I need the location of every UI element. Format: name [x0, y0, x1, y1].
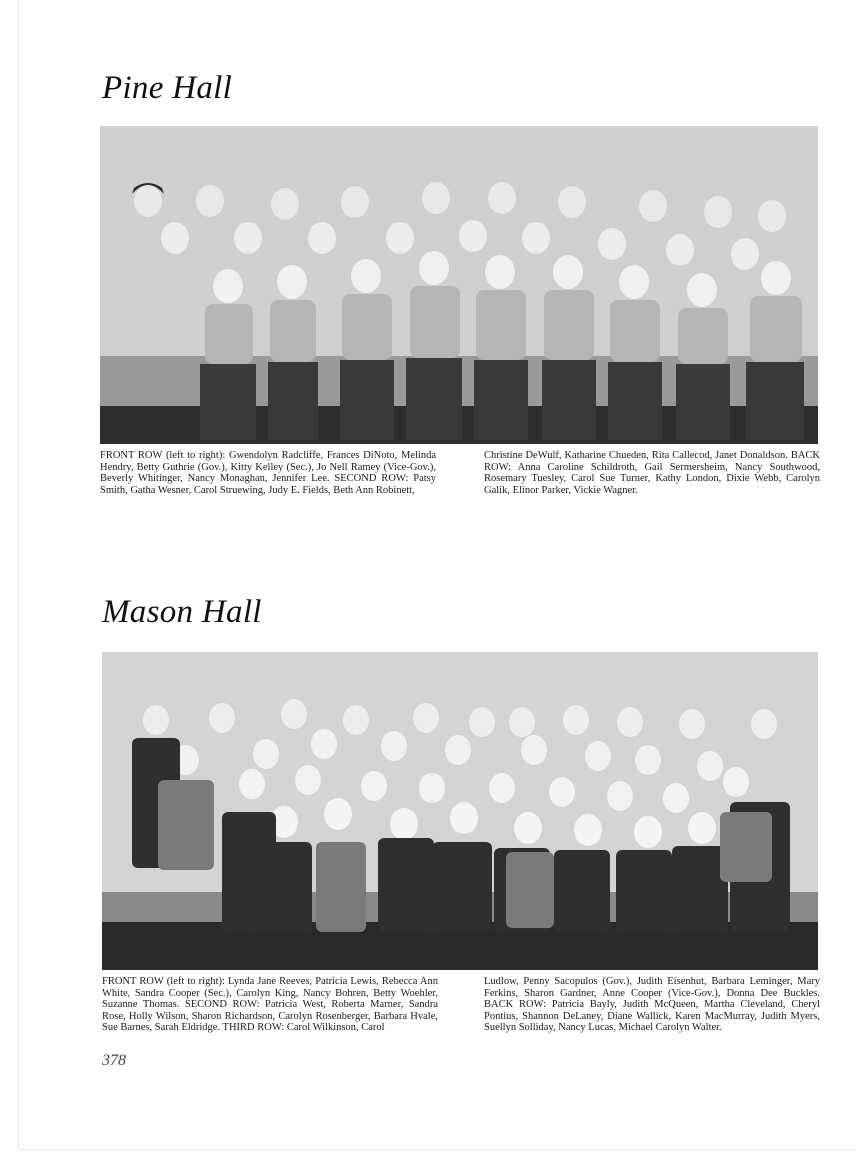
- pine-hall-caption-right: Christine DeWulf, Katharine Chueden, Rita Callecod, Janet Donaldson. BACK ROW: Anna Caroline Schildroth, Gail Sermersheim, Nancy Southwood, Rosemary Tuesley, Carol Sue Turner, Kathy London, Dixie Webb, Carolyn Galik, Elinor Parker, Vickie Wagner.: [484, 450, 820, 496]
- mason-hall-photo-illustration: [102, 652, 818, 970]
- section-title-pine-hall: Pine Hall: [102, 70, 233, 106]
- pine-hall-photo-illustration: [100, 126, 818, 444]
- mason-hall-caption-left: FRONT ROW (left to right): Lynda Jane Reeves, Patricia Lewis, Rebecca Ann White, Sandra Cooper (Sec.), Carolyn King, Nancy Bohren, Betty Woehler, Suzanne Thomas. SECOND ROW: Patricia West, Roberta Marner, Sandra Rose, Holly Wilson, Sharon Richardson, Carolyn Rosenberger, Barbara Hvale, Sue Barnes, Sarah Eldridge. THIRD ROW: Carol Wilkinson, Carol: [102, 976, 438, 1034]
- section-title-mason-hall: Mason Hall: [102, 594, 262, 630]
- pine-hall-caption-left: FRONT ROW (left to right): Gwendolyn Radcliffe, Frances DiNoto, Melinda Hendry, Betty Guthrie (Gov.), Kitty Kelley (Sec.), Jo Nell Ramey (Vice-Gov.), Beverly Whitinger, Nancy Monaghan, Jennifer Lee. SECOND ROW: Patsy Smith, Gatha Wesner, Carol Struewing, Judy E. Fields, Beth Ann Robinett,: [100, 450, 436, 496]
- mason-hall-caption-right: Ludlow, Penny Sacopulos (Gov.), Judith Eisenhut, Barbara Leminger, Mary Ferkins, Sharon Gardner, Anne Cooper (Vice-Gov.), Donna Dee Buckles. BACK ROW: Patricia Bayly, Judith McQueen, Martha Cleveland, Cheryl Pontius, Shannon DeLaney, Diane Wallick, Karen MacMurray, Judith Myers, Suellyn Solliday, Nancy Lucas, Michael Carolyn Walter.: [484, 976, 820, 1034]
- page-number: 378: [102, 1052, 126, 1069]
- pine-hall-group-photo: [100, 126, 818, 444]
- mason-hall-group-photo: [102, 652, 818, 970]
